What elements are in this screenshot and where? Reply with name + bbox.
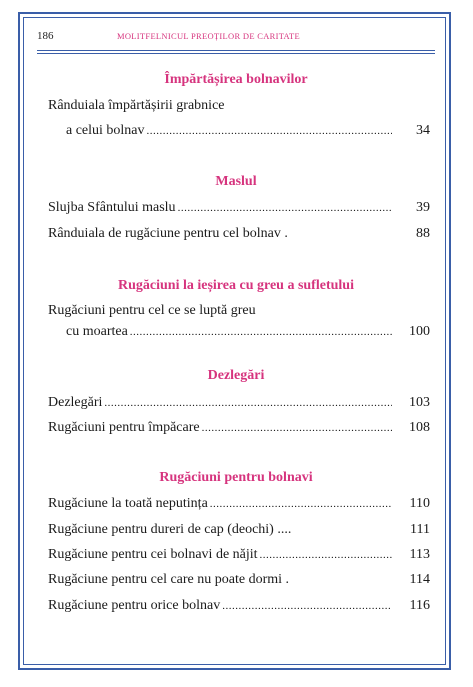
section-title: Maslul bbox=[215, 174, 257, 189]
toc-entry[interactable] bbox=[48, 226, 430, 246]
section-title: Rugăciuni pentru bolnavi bbox=[159, 470, 313, 485]
dot-leader bbox=[210, 498, 392, 510]
toc-entry-text: Rânduiala împărtășirii grabnice bbox=[48, 98, 225, 113]
toc-page-number: 103 bbox=[409, 395, 430, 410]
toc-entry[interactable] bbox=[48, 395, 430, 415]
toc-page-number: 113 bbox=[409, 547, 430, 562]
dot-leader bbox=[147, 125, 392, 137]
toc-entry[interactable] bbox=[48, 496, 430, 516]
toc-entry-text: Rugăciune la toată neputința bbox=[48, 496, 208, 511]
toc-entry[interactable] bbox=[48, 420, 430, 440]
toc-entry-text: Rânduiala de rugăciune pentru cel bolnav . bbox=[48, 226, 288, 241]
toc-page-number: 116 bbox=[409, 598, 430, 613]
toc-entry[interactable] bbox=[48, 303, 430, 323]
toc-entry-text: Rugăciune pentru dureri de cap (deochi) .... bbox=[48, 522, 292, 537]
page-number: 186 bbox=[37, 30, 54, 42]
page-header bbox=[37, 30, 437, 48]
toc-page-number: 34 bbox=[416, 123, 430, 138]
toc-entry-text: Rugăciune pentru cei bolnavi de năjit bbox=[48, 547, 258, 562]
header-rule bbox=[37, 50, 435, 51]
toc-entry-text: Slujba Sfântului maslu bbox=[48, 200, 176, 215]
toc-page-number: 110 bbox=[409, 496, 430, 511]
toc-page-number: 100 bbox=[409, 324, 430, 339]
section-title: Împărtășirea bolnavilor bbox=[164, 72, 308, 87]
dot-leader bbox=[260, 549, 392, 561]
toc-entry[interactable] bbox=[48, 547, 430, 567]
running-title: MOLITFELNICUL PREOȚILOR DE CARITATE bbox=[117, 31, 301, 41]
toc-page-number: 88 bbox=[416, 226, 430, 241]
dot-leader bbox=[222, 600, 392, 612]
toc-page-number: 39 bbox=[416, 200, 430, 215]
header-rule bbox=[37, 53, 435, 54]
toc-entry-text: Rugăciune pentru cel care nu poate dormi . bbox=[48, 572, 290, 587]
toc-entry[interactable] bbox=[48, 98, 430, 118]
toc-entry[interactable] bbox=[66, 123, 430, 143]
toc-page-number: 114 bbox=[409, 572, 430, 587]
toc-entry[interactable] bbox=[48, 572, 430, 592]
section-title: Dezlegări bbox=[207, 368, 265, 383]
toc-entry-text: a celui bolnav bbox=[66, 123, 145, 138]
toc-entry[interactable] bbox=[48, 522, 430, 542]
toc-entry-text: cu moartea bbox=[66, 324, 128, 339]
toc-page-number: 111 bbox=[410, 522, 430, 537]
toc-entry[interactable] bbox=[48, 200, 430, 220]
toc-entry[interactable] bbox=[66, 324, 430, 344]
toc-entry-text: Rugăciuni pentru împăcare bbox=[48, 420, 200, 435]
toc-entry-text: Rugăciune pentru orice bolnav bbox=[48, 598, 221, 613]
toc-entry-text: Dezlegări bbox=[48, 395, 103, 410]
dot-leader bbox=[178, 202, 392, 214]
section-title: Rugăciuni la ieșirea cu greu a sufletului bbox=[118, 278, 354, 293]
toc-entry-text: Rugăciuni pentru cel ce se luptă greu bbox=[48, 303, 256, 318]
dot-leader bbox=[130, 326, 392, 338]
toc-page-number: 108 bbox=[409, 420, 430, 435]
dot-leader bbox=[104, 397, 392, 409]
toc-entry[interactable] bbox=[48, 598, 430, 618]
dot-leader bbox=[202, 422, 392, 434]
